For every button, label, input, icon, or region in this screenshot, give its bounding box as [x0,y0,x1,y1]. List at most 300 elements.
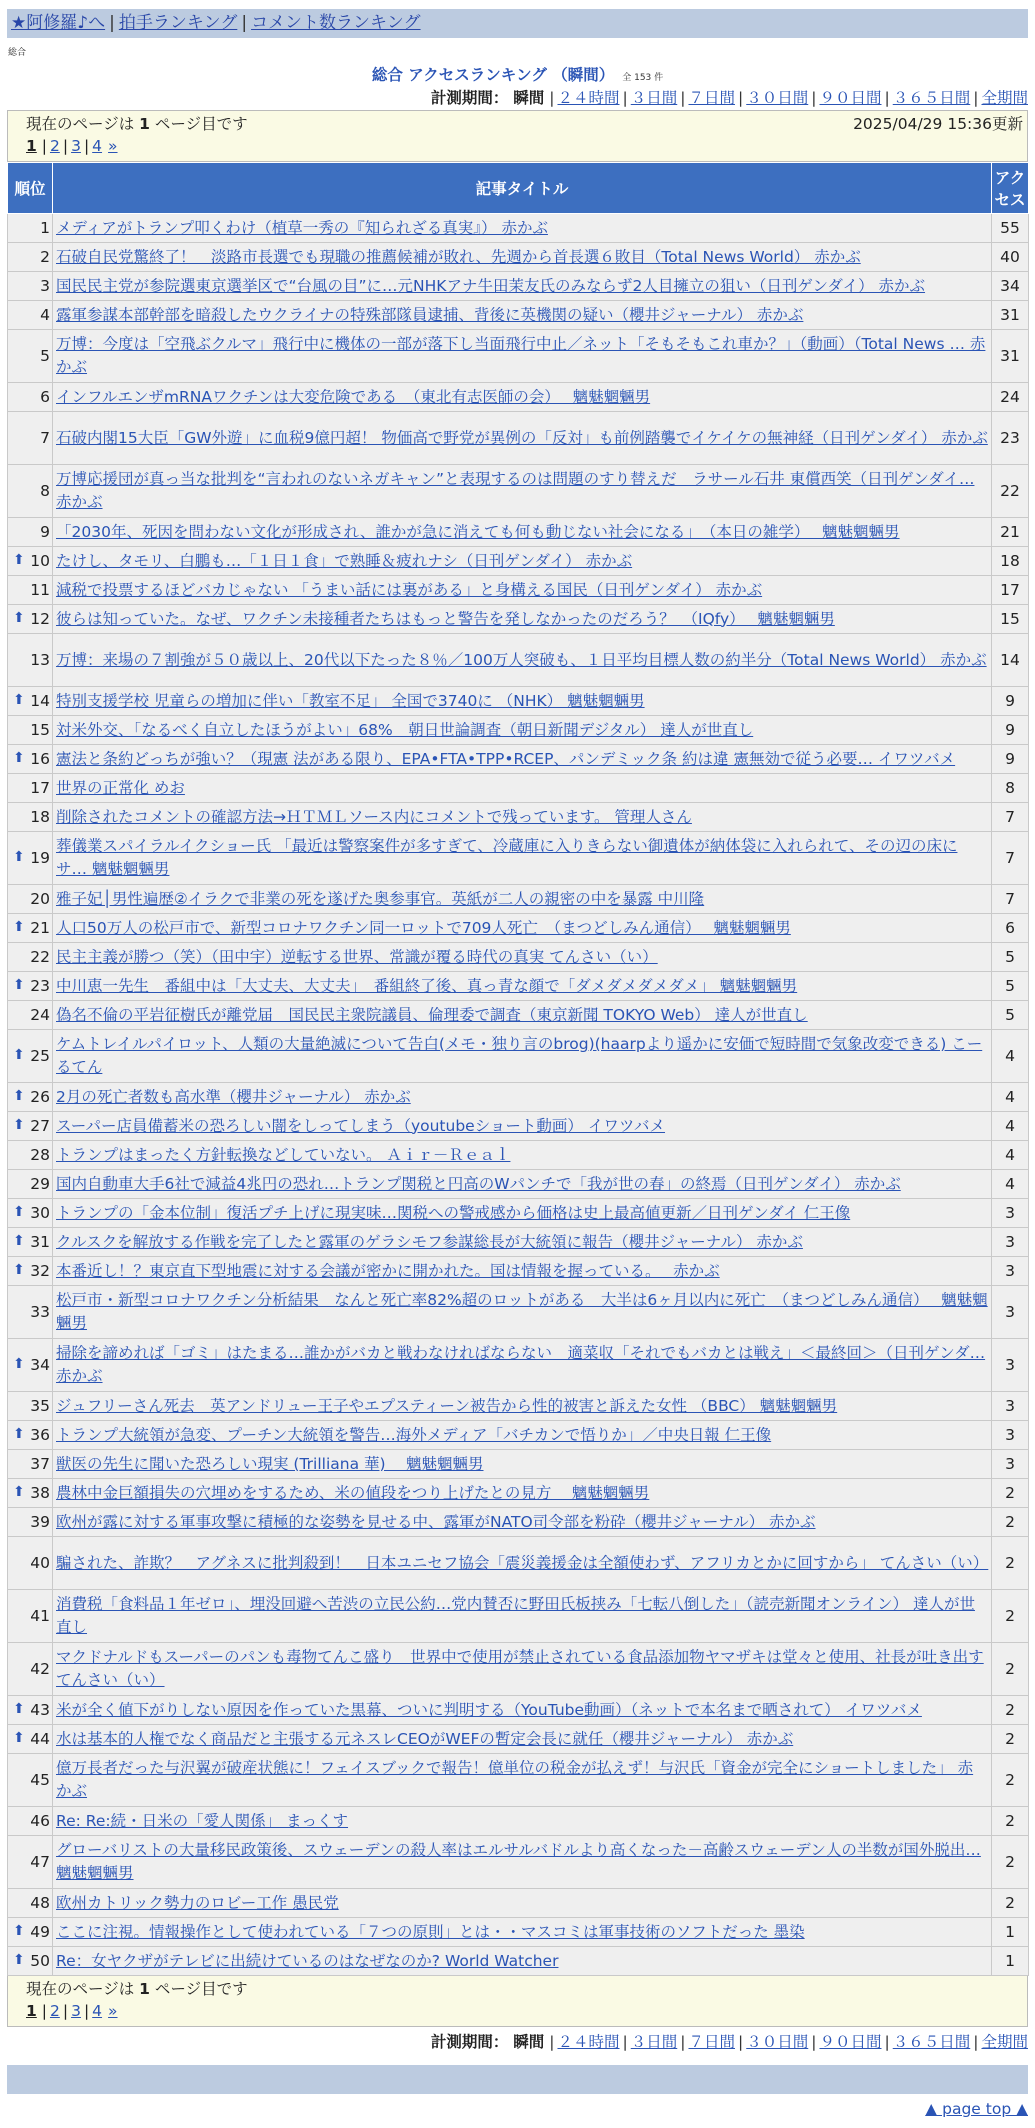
period-all-link[interactable]: 全期間 [981,2033,1028,2051]
table-row [8,1754,1029,1807]
article-link[interactable]: トランプはまったく方針転換などしていない。 Ａｉｒ－Ｒｅａｌ [56,1145,511,1164]
title-cell [53,803,992,832]
up-arrow-icon: ⬆ [13,1701,25,1717]
nav-applause-ranking-link[interactable]: 拍手ランキング [118,13,238,33]
access-count: 17 [992,576,1029,605]
article-link[interactable]: 石破自民党驚終了！ 淡路市長選でも現職の推薦候補が敗れ、先週から首長選６敗目（Total News World） 赤かぶ [56,247,861,266]
article-link[interactable]: 憲法と条約どっちが強い？（現憲 法がある限り、EPA•FTA•TPP•RCEP、パンデミック条 約は違 憲無効で従う必要… イワツバメ [56,749,956,768]
table-row [8,576,1029,605]
period-separator: | [738,2033,744,2051]
title-cell [53,518,992,547]
table-row [8,272,1029,301]
rank-number: 39 [30,1513,50,1531]
access-count: 2 [992,1643,1029,1696]
period-3d-link[interactable]: ３日間 [630,2033,678,2051]
period-separator: | [622,2033,628,2051]
period-selector-bottom [7,2029,1028,2055]
rank-cell [8,1199,53,1228]
nav-asyura-home-link[interactable]: ★阿修羅♪へ [11,13,106,33]
access-count: 4 [992,1112,1029,1141]
table-row [8,1836,1029,1889]
rank-cell [8,605,53,634]
rank-cell [8,412,53,465]
article-link[interactable]: トランプ大統領が急変、プーチン大統領を警告…海外メディア「バチカンで悟りか」／中央日報 仁王像 [56,1425,772,1444]
rank-cell [8,1228,53,1257]
table-row [8,465,1029,518]
up-arrow-icon: ⬆ [13,610,25,626]
title-cell [53,914,992,943]
article-link[interactable]: たけし、タモリ、白鵬も…「１日１食」で熟睡＆疲れナシ（日刊ゲンダイ） 赤かぶ [56,551,633,570]
period-separator: | [973,89,979,107]
table-row [8,1199,1029,1228]
title-cell [53,243,992,272]
period-3d-link[interactable]: ３日間 [630,89,678,107]
rank-cell [8,1112,53,1141]
access-count: 2 [992,1479,1029,1508]
access-header: アクセス [992,163,1029,214]
access-count: 3 [992,1257,1029,1286]
table-row [8,803,1029,832]
rank-number: 11 [30,581,50,599]
rank-number: 34 [30,1356,50,1374]
period-90d-link[interactable]: ９０日間 [819,89,882,107]
rank-cell [8,943,53,972]
access-count: 2 [992,1807,1029,1836]
rank-number: 23 [30,977,50,995]
rank-cell [8,1590,53,1643]
access-count: 7 [992,885,1029,914]
title-cell [53,301,992,330]
title-cell [53,330,992,383]
period-label: 計測期間： [430,89,509,107]
rank-cell [8,330,53,383]
table-row [8,745,1029,774]
rank-cell [8,547,53,576]
pager-page-4-link[interactable]: 4 [92,2002,103,2020]
access-count: 2 [992,1725,1029,1754]
article-link[interactable]: 特別支援学校 児童らの増加に伴い「教室不足」 全国で3740に （NHK） 魑魅魍魎男 [56,691,645,710]
period-current: 瞬間 [513,2033,545,2051]
article-link[interactable]: 減税で投票するほどバカじゃない 「うまい話には裏がある」と身構える国民（日刊ゲンダイ） 赤かぶ [56,580,763,599]
article-link[interactable]: 彼らは知っていた。なぜ、ワクチン未接種者たちはもっと警告を発しなかったのだろう？ （IQfy） 魑魅魍魎男 [56,609,835,628]
table-row [8,1083,1029,1112]
article-link[interactable]: 対米外交、「なるべく自立したほうがよい」68% 朝日世論調査（朝日新聞デジタル） 達人が世直し [56,720,754,739]
rank-number: 47 [30,1853,50,1871]
period-24h-link[interactable]: ２４時間 [557,2033,620,2051]
article-link[interactable]: Re：女ヤクザがテレビに出続けているのはなぜなのか? World Watcher [56,1951,559,1970]
title-cell [53,716,992,745]
access-count: 23 [992,412,1029,465]
table-row [8,605,1029,634]
access-count: 4 [992,1030,1029,1083]
rank-cell [8,1392,53,1421]
title-cell [53,576,992,605]
access-count: 15 [992,605,1029,634]
pager-current-page: 1 [139,1980,150,1998]
article-link[interactable]: ケムトレイルパイロット、人類の大量絶滅について告白(メモ・独り言のbrog)(haarpより遥かに安価で短時間で気象改変できる) こーるてん [56,1035,983,1076]
pager-page-1: 1 [26,2002,37,2020]
period-30d-link[interactable]: ３０日間 [746,89,809,107]
title-cell [53,272,992,301]
page-top-row [7,2094,1028,2124]
access-count: 7 [992,832,1029,885]
article-link[interactable]: 消費税「食料品１年ゼロ」、埋没回避へ苦渋の立民公約…党内賛否に野田氏板挟み「七転八倒した」（読売新聞オンライン） 達人が世直し [56,1595,975,1636]
title-cell [53,465,992,518]
table-row [8,716,1029,745]
access-count: 21 [992,518,1029,547]
period-all-link[interactable]: 全期間 [981,89,1028,107]
ranking-table-body [8,214,1029,1976]
period-label: 計測期間： [430,2033,509,2051]
rank-number: 7 [40,429,50,447]
title-cell [53,1030,992,1083]
pager-links-row: 1 | 2 | 3 | 4 » [26,137,118,155]
table-row [8,547,1029,576]
article-link[interactable]: 欧州が露に対する軍事攻撃に積極的な姿勢を見せる中、露軍がNATO司令部を粉砕（櫻井ジャーナル） 赤かぶ [56,1512,816,1531]
table-row [8,1918,1029,1947]
access-count: 14 [992,634,1029,687]
title-cell [53,547,992,576]
article-link[interactable]: 「2030年、死因を問わない文化が形成され、誰かが急に消えても何も動じない社会になる」 （本日の雑学） 魑魅魍魎男 [56,522,900,541]
title-header: 記事タイトル [53,163,992,214]
rank-cell [8,1643,53,1696]
article-link[interactable]: 石破内閣15大臣「GW外遊」に血税9億円超！ 物価高で野党が異例の「反対」も前例踏襲でイケイケの無神経（日刊ゲンダイ） 赤かぶ [56,428,988,447]
rank-cell [8,1257,53,1286]
table-row [8,1030,1029,1083]
rank-number: 50 [30,1952,50,1970]
up-arrow-icon: ⬆ [13,1088,25,1104]
rank-number: 17 [30,779,50,797]
article-link[interactable]: 国民民主党が参院選東京選挙区で“台風の目”に…元NHKアナ牛田茉友氏のみならず2人目擁立の狙い（日刊ゲンダイ） 赤かぶ [56,276,926,295]
period-365d-link[interactable]: ３６５日間 [892,2033,971,2051]
rank-number: 27 [30,1117,50,1135]
rank-cell [8,1030,53,1083]
article-link[interactable]: 人口50万人の松戸市で、新型コロナワクチン同一ロットで709人死亡 （まつどしみん通信） 魑魅魍魎男 [56,918,791,937]
access-count: 2 [992,1836,1029,1889]
rank-number: 46 [30,1812,50,1830]
access-count: 9 [992,716,1029,745]
title-cell [53,885,992,914]
period-30d-link[interactable]: ３０日間 [746,2033,809,2051]
pager-next-link[interactable]: » [108,2002,118,2020]
title-cell [53,1170,992,1199]
rank-number: 4 [40,306,50,324]
up-arrow-icon: ⬆ [13,750,25,766]
article-link[interactable]: ジュフリーさん死去 英アンドリュー王子やエプスティーン被告から性的被害と訴えた女性 （BBC） 魑魅魍魎男 [56,1396,838,1415]
article-link[interactable]: インフルエンザmRNAワクチンは大変危険である （東北有志医師の会） 魑魅魍魎男 [56,387,651,406]
up-arrow-icon: ⬆ [13,1233,25,1249]
period-separator: | [884,89,890,107]
rank-cell [8,243,53,272]
table-row [8,383,1029,412]
rank-number: 45 [30,1771,50,1789]
period-90d-link[interactable]: ９０日間 [819,2033,882,2051]
pager-page-2-link[interactable]: 2 [49,137,60,155]
access-count: 4 [992,1170,1029,1199]
rank-number: 25 [30,1047,50,1065]
title-cell [53,1836,992,1889]
up-arrow-icon: ⬆ [13,1484,25,1500]
rank-cell [8,634,53,687]
rank-number: 42 [30,1660,50,1678]
period-separator: | [622,89,628,107]
article-link[interactable]: 偽名不倫の平岩征樹氏が離党届 国民民主衆院議員、倫理委で調査（東京新聞 TOKYO Web） 達人が世直し [56,1005,808,1024]
up-arrow-icon: ⬆ [13,692,25,708]
rank-cell [8,914,53,943]
rank-cell [8,214,53,243]
access-count: 6 [992,914,1029,943]
table-row [8,330,1029,383]
table-row [8,885,1029,914]
access-count: 3 [992,1421,1029,1450]
access-count: 2 [992,1754,1029,1807]
table-row [8,412,1029,465]
period-separator: | [973,2033,979,2051]
article-link[interactable]: 2月の死亡者数も高水準（櫻井ジャーナル） 赤かぶ [56,1087,411,1106]
article-link[interactable]: 騙された、詐欺？ アグネスに批判殺到！ 日本ユニセフ協会「震災義援金は全額使わず、アフリカとかに回すから」 てんさい（い） [56,1553,989,1572]
rank-cell [8,1696,53,1725]
pager-status-prefix: 現在のページは [26,1980,135,1998]
table-row [8,1450,1029,1479]
rank-cell [8,803,53,832]
table-row [8,1537,1029,1590]
article-link[interactable]: 万博応援団が真っ当な批判を“言われのないネガキャン”と表現するのは問題のすり替えだ ラサール石井 東償西笑（日刊ゲンダイ… 赤かぶ [56,470,975,511]
rank-number: 15 [30,721,50,739]
period-24h-link[interactable]: ２４時間 [557,89,620,107]
rank-number: 6 [40,388,50,406]
up-arrow-icon: ⬆ [13,1262,25,1278]
access-count: 34 [992,272,1029,301]
pager-status-suffix: ページ目です [154,1980,248,1998]
article-link[interactable]: マクドナルドもスーパーのパンも毒物てんこ盛り 世界中で使用が禁止されている食品添加物ヤマザキは堂々と使用、社長が吐き出す てんさい（い） [56,1648,984,1689]
pager-top [7,110,1028,162]
table-row [8,914,1029,943]
bottom-bar [7,2065,1028,2094]
access-count: 3 [992,1392,1029,1421]
table-row [8,1590,1029,1643]
pager-status-suffix: ページ目です [154,115,248,133]
title-cell [53,943,992,972]
pager-links-row: 1 | 2 | 3 | 4 » [26,2002,118,2020]
article-link[interactable]: 欧州カトリック勢力のロビー工作 愚民党 [56,1893,339,1912]
pager-page-3-link[interactable]: 3 [71,2002,81,2020]
rank-number: 9 [40,523,50,541]
access-count: 3 [992,1339,1029,1392]
table-row [8,1807,1029,1836]
article-link[interactable]: Re: Re:続・日米の「愛人関係」 まっくす [56,1811,349,1830]
table-header-row [8,163,1029,214]
rank-cell [8,1339,53,1392]
up-arrow-icon: ⬆ [13,552,25,568]
table-row [8,1141,1029,1170]
title-cell [53,1590,992,1643]
article-link[interactable]: メディアがトランプ叩くわけ（植草一秀の『知られざる真実』） 赤かぶ [56,218,548,237]
title-cell [53,605,992,634]
article-link[interactable]: トランプの「金本位制」復活プチ上げに現実味…関税への警戒感から価格は史上最高値更新／日刊ゲンダイ 仁王像 [56,1203,851,1222]
period-7d-link[interactable]: ７日間 [688,2033,735,2051]
rank-number: 16 [30,750,50,768]
access-count: 18 [992,547,1029,576]
rank-cell [8,1725,53,1754]
up-arrow-icon: ⬆ [13,1730,25,1746]
rank-number: 38 [30,1484,50,1502]
rank-number: 13 [30,651,50,669]
up-arrow-icon: ⬆ [13,1923,25,1939]
table-row [8,687,1029,716]
article-link[interactable]: 世界の正常化 めお [56,778,185,797]
title-cell [53,1228,992,1257]
access-count: 2 [992,1508,1029,1537]
access-count: 24 [992,383,1029,412]
rank-cell [8,1807,53,1836]
rank-cell [8,716,53,745]
article-link[interactable]: 水は基本的人権でなく商品だと主張する元ネスレCEOがWEFの暫定会長に就任（櫻井ジャーナル） 赤かぶ [56,1729,794,1748]
rank-number: 35 [30,1397,50,1415]
item-count: 全 153 件 [622,73,664,83]
article-link[interactable]: 雅子妃│男性遍歴②イラクで非業の死を遂げた奥参事官。英紙が二人の親密の中を暴露 中川隆 [56,889,705,908]
rank-number: 32 [30,1262,50,1280]
rank-number: 33 [30,1303,50,1321]
rank-cell [8,1508,53,1537]
article-link[interactable]: 農林中金巨額損失の穴埋めをするため、米の値段をつり上げたとの見方 魑魅魍魎男 [56,1483,650,1502]
table-row [8,1421,1029,1450]
title-cell [53,1807,992,1836]
period-separator: | [811,89,817,107]
category-label: 総合 [8,48,27,58]
period-7d-link[interactable]: ７日間 [688,89,735,107]
rank-number: 37 [30,1455,50,1473]
article-link[interactable]: 松戸市・新型コロナワクチン分析結果 なんと死亡率82%超のロットがある 大半は6ヶ月以内に死亡 （まつどしみん通信） 魑魅魍魎男 [56,1291,988,1332]
article-link[interactable]: 本番近し！？東京直下型地震に対する会議が密かに開かれた。国は情報を握っている。 赤かぶ [56,1261,720,1280]
updated-timestamp: 2025/04/29 15:36更新 [853,115,1023,133]
article-link[interactable]: 削除されたコメントの確認方法→ＨＴＭＬソース内にコメントで残っています。 管理人さん [56,807,692,826]
rank-cell [8,745,53,774]
rank-cell [8,465,53,518]
period-selector-top [7,86,1028,110]
title-cell [53,1257,992,1286]
period-separator: | [884,2033,890,2051]
title-cell [53,972,992,1001]
article-link[interactable]: スーパー店員備蓄米の恐ろしい闇をしってしまう（youtubeショート動画） イワツバメ [56,1116,666,1135]
rank-cell [8,1286,53,1339]
access-count: 5 [992,1001,1029,1030]
title-cell [53,1286,992,1339]
rank-cell [8,518,53,547]
pager-status-row [26,1978,1017,2000]
title-cell [53,1918,992,1947]
access-count: 1 [992,1918,1029,1947]
article-link[interactable]: 米が全く値下がりしない原因を作っていた黒幕、ついに判明する（YouTube動画）（ネットで本名まで晒されて） イワツバメ [56,1700,922,1719]
access-count: 9 [992,687,1029,716]
title-cell [53,1141,992,1170]
title-cell [53,1083,992,1112]
access-count: 31 [992,301,1029,330]
rank-number: 8 [40,482,50,500]
table-row [8,1725,1029,1754]
up-arrow-icon: ⬆ [13,1952,25,1968]
table-row [8,1889,1029,1918]
rank-cell [8,1001,53,1030]
up-arrow-icon: ⬆ [13,1117,25,1133]
table-row [8,634,1029,687]
article-link[interactable]: 葬儀業スパイラルイクショー氏 「最近は警察案件が多すぎて、冷蔵庫に入りきらない御遺体が納体袋に入れられて、その辺の床にサ… 魑魅魍魎男 [56,837,958,878]
title-cell [53,412,992,465]
article-link[interactable]: グローバリストの大量移民政策後、スウェーデンの殺人率はエルサルバドルより高くなった－高齢スウェーデン人の半数が国外脱出… 魑魅魍魎男 [56,1841,981,1882]
rank-number: 31 [30,1233,50,1251]
article-link[interactable]: 露軍参謀本部幹部を暗殺したウクライナの特殊部隊員逮捕、背後に英機関の疑い（櫻井ジャーナル） 赤かぶ [56,305,804,324]
pager-status-prefix: 現在のページは [26,115,135,133]
title-cell [53,1947,992,1976]
rank-number: 19 [30,849,50,867]
article-link[interactable]: 億万長者だった与沢翼が破産状態に！フェイスブックで報告！億単位の税金が払えず！与沢氏「資金が完全にショートしました」 赤かぶ [56,1759,974,1800]
rank-number: 22 [30,948,50,966]
access-count: 3 [992,1286,1029,1339]
table-row [8,1696,1029,1725]
access-count: 9 [992,745,1029,774]
rank-cell [8,1537,53,1590]
rank-number: 5 [40,347,50,365]
rank-number: 21 [30,919,50,937]
title-cell [53,745,992,774]
pager-current-page: 1 [139,115,150,133]
pager-page-4-link[interactable]: 4 [92,137,103,155]
rank-number: 10 [30,552,50,570]
table-row [8,1643,1029,1696]
up-arrow-icon: ⬆ [13,1204,25,1220]
rank-cell [8,272,53,301]
rank-number: 29 [30,1175,50,1193]
table-row [8,1339,1029,1392]
rank-number: 28 [30,1146,50,1164]
access-count: 2 [992,1696,1029,1725]
article-link[interactable]: 国内自動車大手6社で減益4兆円の恐れ…トランプ関税と円高のWパンチで「我が世の春」の終焉（日刊ゲンダイ） 赤かぶ [56,1174,901,1193]
period-separator: | [549,2033,555,2051]
article-link[interactable]: 獣医の先生に聞いた恐ろしい現実 (Trilliana 華) 魑魅魍魎男 [56,1454,484,1473]
rank-cell [8,1754,53,1807]
pager-next-link[interactable]: » [108,137,118,155]
rank-cell [8,774,53,803]
article-link[interactable]: 万博：今度は「空飛ぶクルマ」飛行中に機体の一部が落下し当面飛行中止／ネット「そもそもこれ車か？」（動画）（Total News … 赤かぶ [56,335,986,376]
nav-comment-ranking-link[interactable]: コメント数ランキング [251,13,421,33]
title-cell [53,1479,992,1508]
title-cell [53,774,992,803]
article-link[interactable]: ここに注視。情報操作として使われている「７つの原則」とは・・マスコミは軍事技術のソフトだった 墨染 [56,1922,805,1941]
access-count: 2 [992,1889,1029,1918]
page-top-link[interactable]: ▲ page top ▲ [925,2100,1028,2118]
article-link[interactable]: 中川恵一先生 番組中は「大丈夫、大丈夫」 番組終了後、真っ青な顔で「ダメダメダメダメ」 魑魅魍魎男 [56,976,798,995]
title-cell [53,1421,992,1450]
rank-cell [8,1889,53,1918]
pager-page-2-link[interactable]: 2 [49,2002,60,2020]
article-link[interactable]: 民主主義が勝つ（笑）（田中宇）逆転する世界、常識が覆る時代の真実 てんさい（い） [56,947,658,966]
article-link[interactable]: 万博：来場の７割強が５０歳以上、20代以下たった８％／100万人突破も、１日平均目標人数の約半分（Total News World） 赤かぶ [56,650,987,669]
table-row [8,774,1029,803]
period-separator: | [680,2033,686,2051]
table-row [8,832,1029,885]
pager-page-3-link[interactable]: 3 [71,137,81,155]
top-nav-bar [7,9,1028,38]
rank-number: 3 [40,277,50,295]
article-link[interactable]: 掃除を諦めれば「ゴミ」はたまる…誰かがバカと戦わなければならない 適菜収「それでもバカとは戦え」＜最終回＞（日刊ゲンダ… 赤かぶ [56,1344,986,1385]
rank-cell [8,1836,53,1889]
period-365d-link[interactable]: ３６５日間 [892,89,971,107]
up-arrow-icon: ⬆ [13,919,25,935]
article-link[interactable]: クルスクを解放する作戦を完了したと露軍のゲラシモフ参謀総長が大統領に報告（櫻井ジャーナル） 赤かぶ [56,1232,803,1251]
rank-number: 44 [30,1730,50,1748]
table-row [8,1508,1029,1537]
table-row [8,1112,1029,1141]
access-count: 8 [992,774,1029,803]
